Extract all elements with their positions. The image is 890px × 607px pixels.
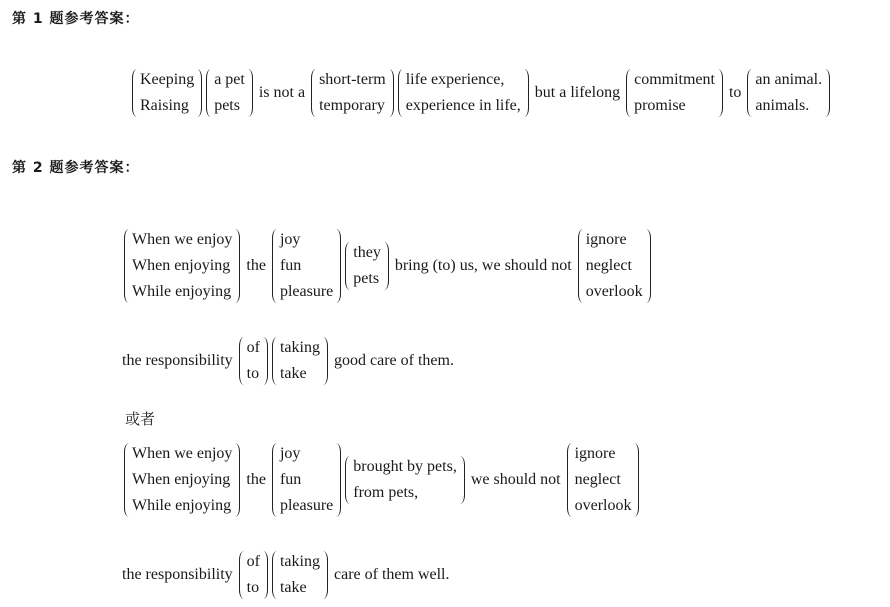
option: When enjoying [132, 257, 231, 274]
or-label: 或者 [125, 410, 156, 428]
option: short-term [319, 71, 386, 88]
choice-when-alt [124, 441, 240, 519]
choice-commitment [626, 67, 723, 119]
option: animals. [755, 97, 810, 114]
choice-they [345, 240, 389, 292]
option: neglect [585, 257, 632, 274]
text-we-should-not: we should not [470, 471, 561, 488]
choice-of-alt [239, 549, 268, 601]
option: When we enjoy [132, 231, 233, 248]
q1-sentence [130, 67, 832, 119]
option: fun [279, 471, 302, 488]
text-the-alt: the [246, 471, 266, 488]
choice-ignore [578, 227, 651, 305]
option: to [246, 579, 260, 596]
option: Raising [140, 97, 189, 114]
option: overlook [585, 283, 643, 300]
choice-keeping [132, 67, 202, 119]
text-responsibility: the responsibility [122, 352, 233, 369]
option: brought by pets, [353, 458, 457, 475]
option: temporary [319, 97, 385, 114]
option: a pet [214, 71, 245, 88]
choice-when [124, 227, 240, 305]
choice-term [311, 67, 394, 119]
text-responsibility-alt: the responsibility [122, 566, 233, 583]
option: fun [279, 257, 302, 274]
text-the: the [246, 257, 266, 274]
option: an animal. [755, 71, 823, 88]
q2-sentence-a-part1 [122, 227, 653, 305]
choice-joy-alt [272, 441, 341, 519]
option: commitment [634, 71, 715, 88]
option: life experience, [405, 71, 505, 88]
option: pleasure [279, 283, 334, 300]
q1-heading: 第 1 题参考答案： [12, 11, 140, 27]
q2-sentence-b-part1 [122, 441, 641, 519]
q2-sentence-a-part2 [122, 335, 458, 387]
option: joy [279, 445, 301, 462]
choice-taking [272, 335, 328, 387]
option: ignore [574, 445, 616, 462]
option: Keeping [140, 71, 195, 88]
option: neglect [574, 471, 621, 488]
choice-animal [747, 67, 830, 119]
option: joy [279, 231, 301, 248]
text-to: to [728, 84, 742, 101]
option: promise [634, 97, 686, 114]
choice-of [239, 335, 268, 387]
choice-brought [345, 454, 465, 506]
text-good-care: good care of them. [333, 352, 454, 369]
q2-sentence-b-part2 [122, 549, 453, 601]
text-is-not-a: is not a [258, 84, 306, 101]
option: taking [279, 339, 320, 356]
option: pleasure [279, 497, 334, 514]
option: they [353, 244, 381, 261]
option: experience in life, [405, 97, 521, 114]
choice-ignore-alt [567, 441, 640, 519]
option: from pets, [353, 484, 419, 501]
choice-experience [398, 67, 529, 119]
option: ignore [585, 231, 627, 248]
option: taking [279, 553, 320, 570]
text-care-well: care of them well. [333, 566, 450, 583]
option: overlook [574, 497, 632, 514]
text-but-lifelong: but a lifelong [534, 84, 621, 101]
option: pets [353, 270, 380, 287]
q2-heading: 第 2 题参考答案： [12, 160, 140, 176]
option: pets [214, 97, 240, 114]
option: When enjoying [132, 471, 231, 488]
choice-pet [206, 67, 253, 119]
text-bring: bring (to) us, we should not [394, 257, 572, 274]
option: take [279, 579, 307, 596]
option: of [246, 553, 260, 570]
option: to [246, 365, 260, 382]
choice-joy [272, 227, 341, 305]
option: While enjoying [132, 283, 232, 300]
option: While enjoying [132, 497, 232, 514]
option: of [246, 339, 260, 356]
option: When we enjoy [132, 445, 233, 462]
option: take [279, 365, 307, 382]
choice-taking-alt [272, 549, 328, 601]
